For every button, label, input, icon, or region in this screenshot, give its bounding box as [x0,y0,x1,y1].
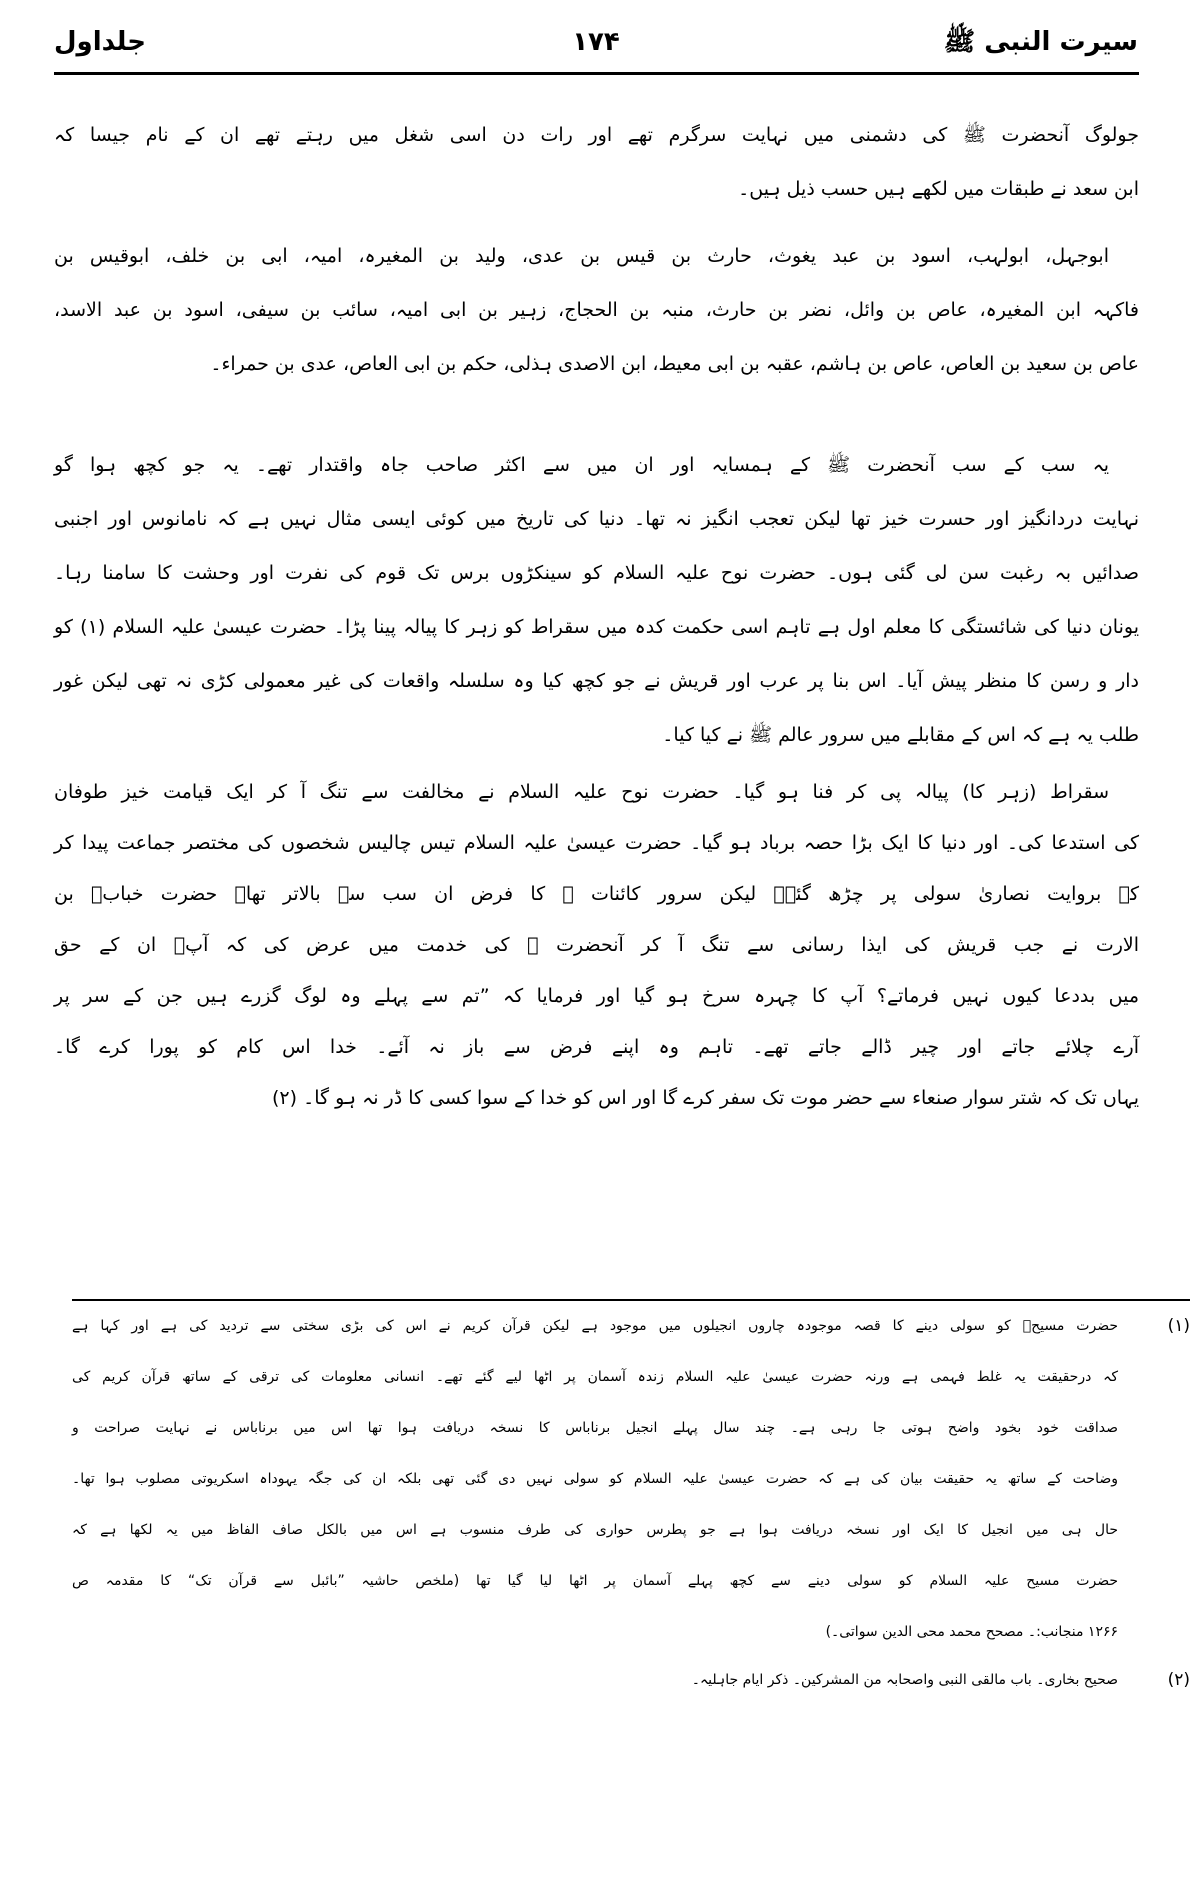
paragraph-1 [54,108,1139,216]
paragraph-3 [54,438,1139,762]
footnote-line: حضرت مسیح علیہ السلام کو سولی دینے سے کچھ پہلے آسمان پر اٹھا لیا گیا تھا (ملخص حاشیہ ”بائبل سے قرآن تک“ کا مقدمہ ص [72,1573,1118,1589]
footnote-line: صحیح بخاری۔ باب مالقی النبی واصحابہ من المشرکین۔ ذکر ایام جاہلیہ۔ [691,1672,1118,1688]
volume-label: جلداول [54,27,147,57]
text-line: عاص بن سعید بن العاص، عاص بن ہاشم، عقبہ بن ابی معیط، ابن الاصدی ہذلی، حکم بن ابی العاص، عدی بن حمراء۔ [210,353,1139,375]
text-line: ابوجہل، ابولہب، اسود بن عبد یغوث، حارث بن قیس بن عدی، ولید بن المغیرہ، امیہ، ابی بن خلف، ابوقیس بن [54,245,1109,267]
footnote-line: صداقت خود بخود واضح ہوتی جا رہی ہے۔ چند سال پہلے انجیل برناباس کا نسخہ دریافت ہوا تھا اس میں برناباس نے نہایت صراحت و [72,1420,1118,1436]
footnote-2 [72,1658,1190,1702]
footnote-1 [72,1301,1190,1658]
text-line: ابن سعد نے طبقات میں لکھے ہیں حسب ذیل ہیں۔ [738,178,1139,200]
footnote-line: وضاحت کے ساتھ یہ حقیقت بیان کی ہے کہ حضرت عیسیٰ علیہ السلام کو سولی نہیں دی گئی تھی بلکہ ان کی جگہ یہوداہ اسکریوتی مصلوب ہوا تھا۔ [72,1471,1118,1487]
text-line: میں بددعا کیوں نہیں فرماتے؟ آپ کا چہرہ سرخ ہو گیا اور فرمایا کہ ”تم سے پہلے وہ لوگ گزرے ہیں جن کے سر پر [54,985,1139,1007]
text-line: صدائیں بہ رغبت سن لی گئی ہوں۔ حضرت نوح علیہ السلام کو سینکڑوں برس تک قوم کی نفرت اور وحشت کا سامنا رہا۔ [54,562,1139,584]
footnote-line: کہ درحقیقت یہ غلط فہمی ہے ورنہ حضرت عیسیٰ علیہ السلام زندہ آسمان پر اٹھا لیے گئے تھے۔ انسانی معلومات کی ترقی کے ساتھ قرآن کریم کی [72,1369,1118,1385]
footnote-marker: (۱) [1167,1316,1190,1336]
text-line: جولوگ آنحضرت ﷺ کی دشمنی میں نہایت سرگرم تھے اور رات دن اسی شغل میں رہتے تھے ان کے نام جیسا کہ [54,124,1139,146]
footnote-marker: (۲) [1167,1670,1190,1690]
text-line: یہاں تک کہ شتر سوار صنعاء سے حضر موت تک سفر کرے گا اور اس کو خدا کے سوا کسی کا ڈر نہ ہو گا۔ (۲) [272,1087,1139,1109]
text-line: یہ سب کے سب آنحضرت ﷺ کے ہمسایہ اور ان میں سے اکثر صاحب جاہ واقتدار تھے۔ یہ جو کچھ ہوا گو [54,454,1109,476]
text-line: الارت نے جب قریش کی ایذا رسانی سے تنگ آ کر آنحضرت ﷺ کی خدمت میں عرض کی کہ آپؐ ان کے حق [54,934,1139,956]
text-line: طلب یہ ہے کہ اس کے مقابلے میں سرور عالم ﷺ نے کیا کیا۔ [662,724,1139,746]
paragraph-4 [54,767,1139,1124]
text-line: نہایت دردانگیز اور حسرت خیز تھا لیکن تعجب انگیز نہ تھا۔ دنیا کی تاریخ میں کوئی ایسی مثال نہیں ہے کہ نامانوس اور اجنبی [54,508,1139,530]
paragraph-2 [54,229,1139,391]
text-line: کے بروایت نصاریٰ سولی پر چڑھ گئے۔ لیکن سرور کائنات ﷺ کا فرض ان سب سے بالاتر تھا۔ حضرت خبابؓ بن [54,883,1139,905]
text-line: دار و رسن کا منظر پیش آیا۔ اس بنا پر عرب اور قریش نے جو کچھ کیا وہ سلسلہ واقعات کی غیر معمولی کڑی نہ تھی لیکن غور [54,670,1139,692]
book-title: سیرت النبی ﷺ [943,27,1138,57]
text-line: آرے چلائے جاتے اور چیر ڈالے جاتے تھے۔ تاہم وہ اپنے فرض سے باز نہ آئے۔ خدا اس کام کو پورا کرے گا۔ [54,1036,1139,1058]
text-line: سقراط (زہر کا) پیالہ پی کر فنا ہو گیا۔ حضرت نوح علیہ السلام نے مخالفت سے تنگ آ کر ایک قیامت خیز طوفان [54,781,1109,803]
page-number: ۱۷۴ [572,27,620,57]
text-line: فاکہہ ابن المغیرہ، عاص بن وائل، نضر بن حارث، منبہ بن الحجاج، زہیر بن ابی امیہ، سائب بن سیفی، اسود بن عبد الاسد، [54,299,1139,321]
footnote-line: حال ہی میں انجیل کا ایک اور نسخہ دریافت ہوا ہے جو پطرس حواری کی طرف منسوب ہے اس میں بالکل صاف الفاظ میں یہ لکھا ہے کہ [72,1522,1118,1538]
footnote-line: حضرت مسیحؑ کو سولی دینے کا قصہ موجودہ چاروں انجیلوں میں موجود ہے لیکن قرآن کریم نے اس کی بڑی سختی سے تردید کی ہے اور کہا ہے [72,1318,1118,1334]
page-body [0,108,1192,1702]
header-rule [54,72,1139,75]
text-line: کی استدعا کی۔ اور دنیا کا ایک بڑا حصہ برباد ہو گیا۔ حضرت عیسیٰ علیہ السلام تیس چالیس شخصوں کی مختصر جماعت پیدا کر [54,832,1139,854]
text-line: یونان دنیا کی شائستگی کا معلم اول ہے تاہم اسی حکمت کدہ میں سقراط کو زہر کا پیالہ پینا پڑا۔ حضرت عیسیٰ علیہ السلام (۱) کو [54,616,1139,638]
footnote-line: ۱۲۶۶ منجانب:۔ مصحح محمد محی الدین سواتی۔) [825,1624,1118,1640]
